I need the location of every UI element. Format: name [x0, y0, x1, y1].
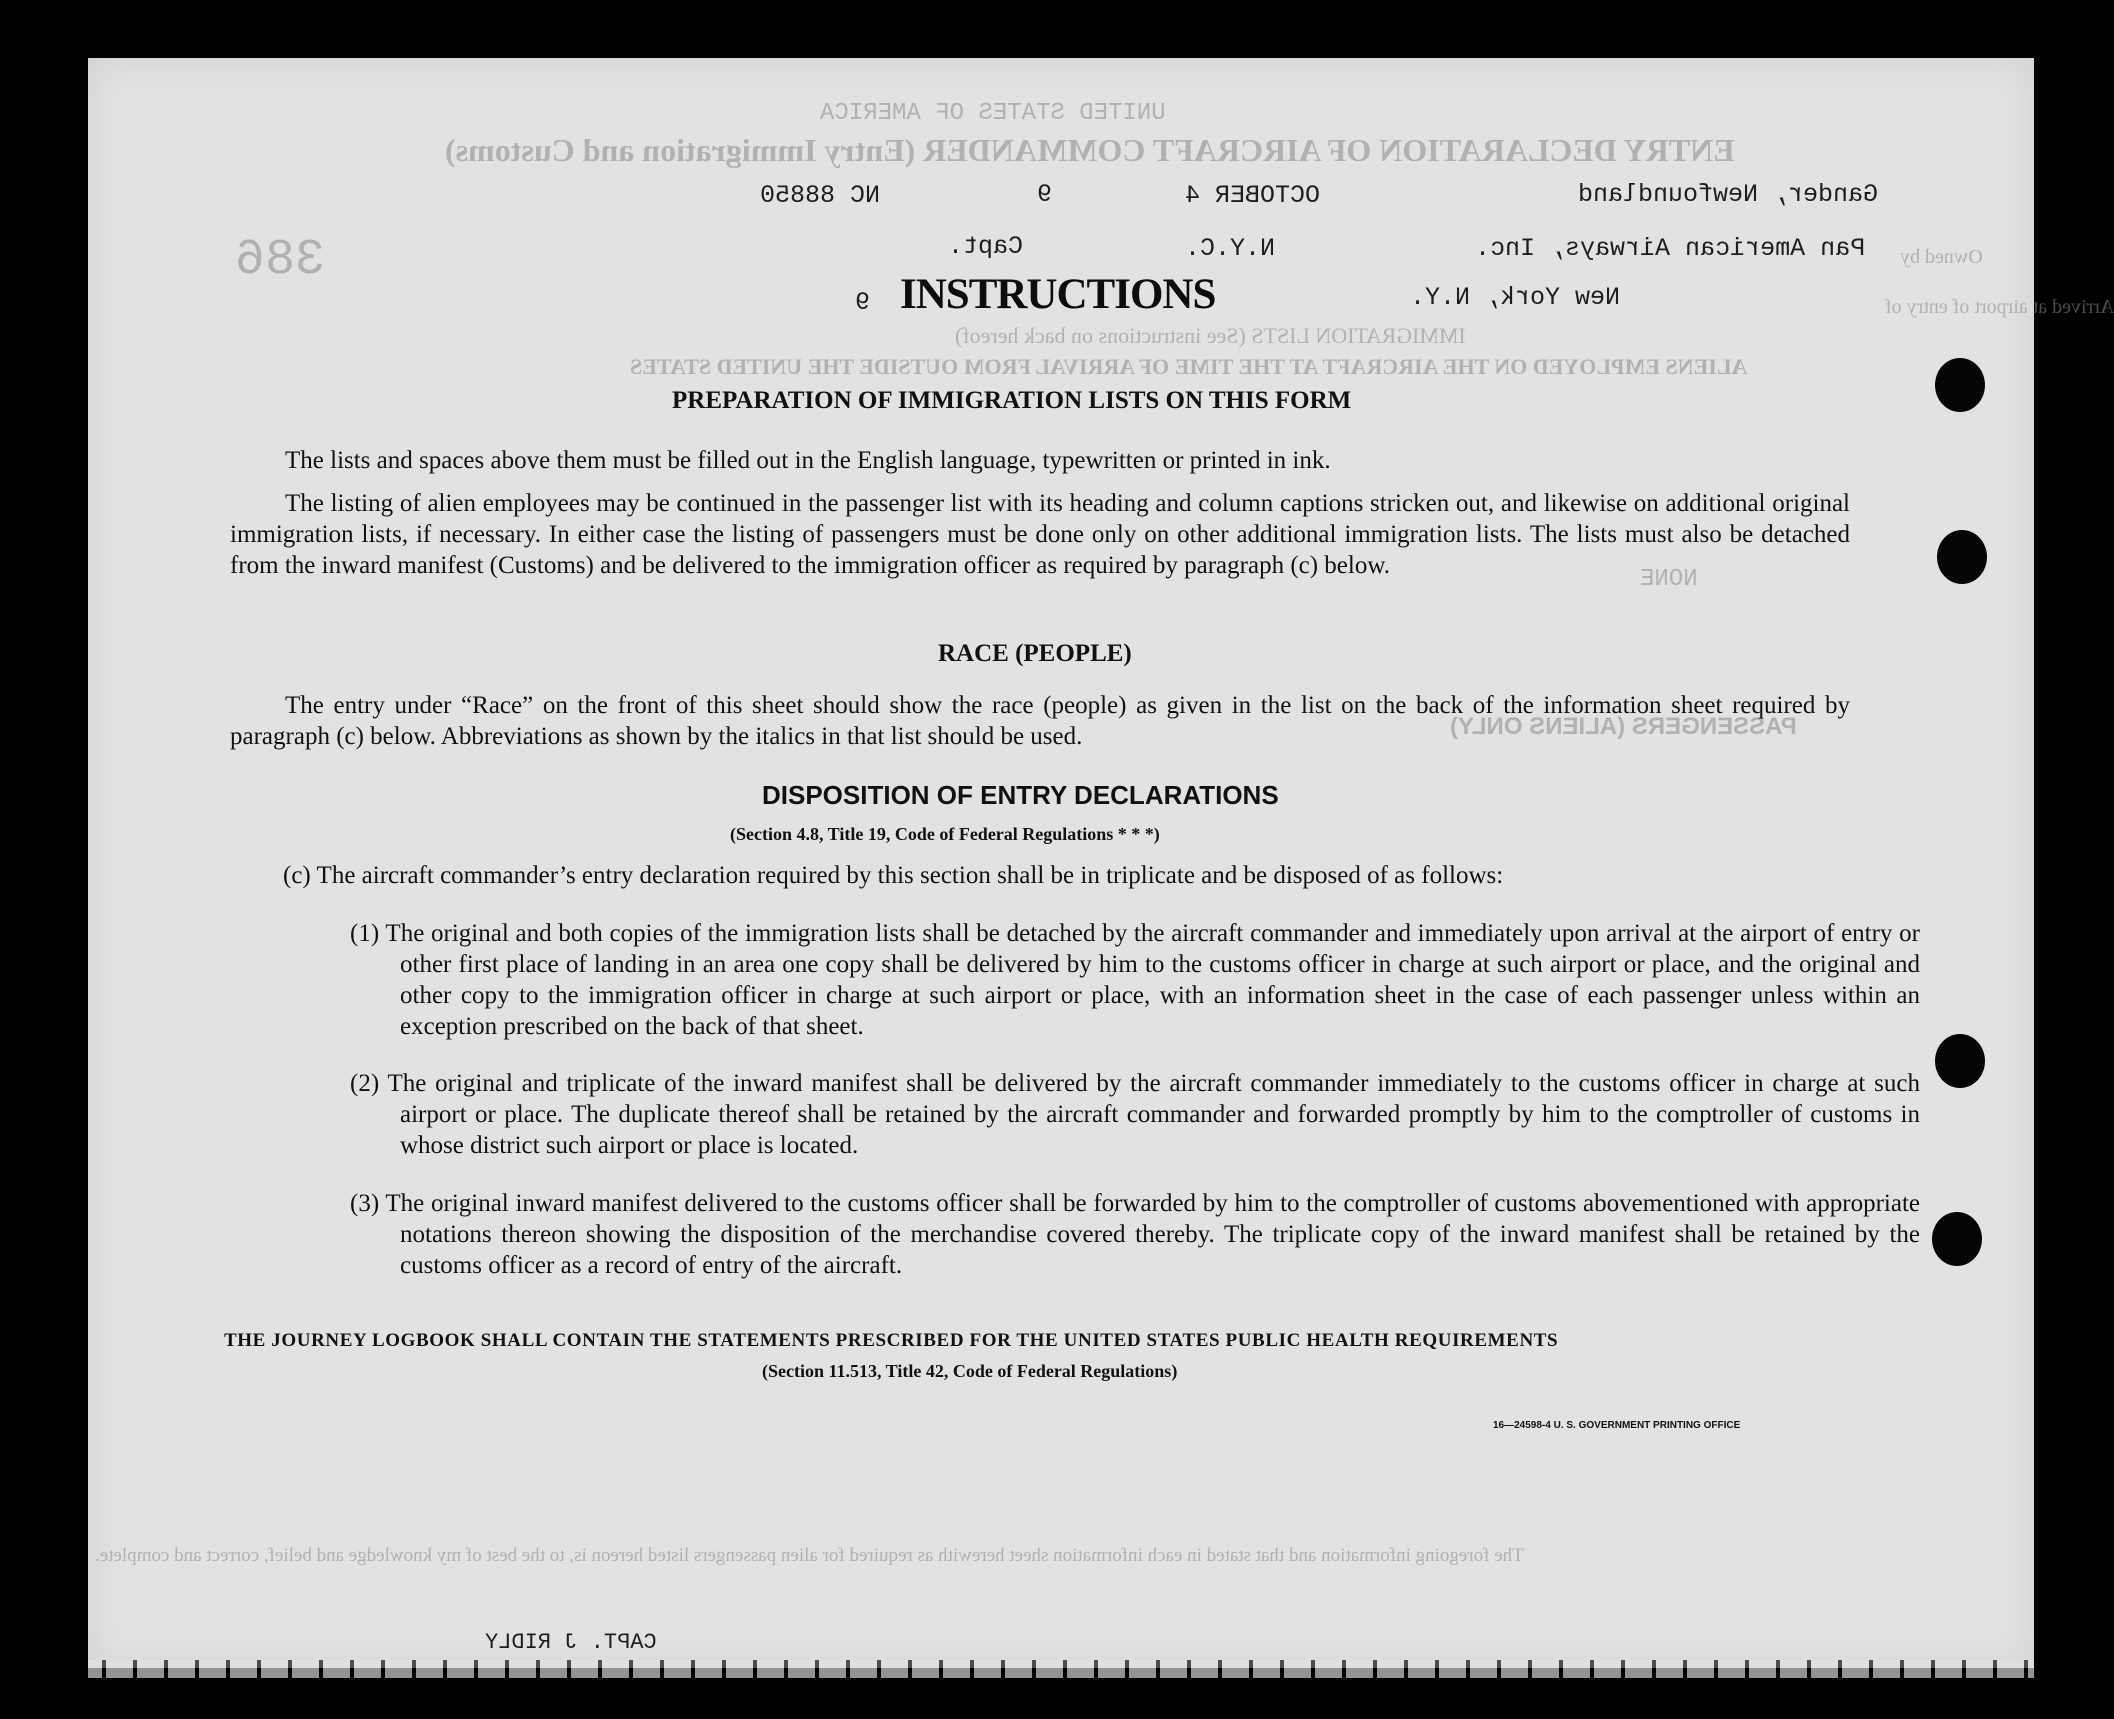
punch-hole: [1937, 530, 1987, 584]
race-para: The entry under “Race” on the front of this sheet should show the race (people) as given in the list on the back of the information sheet required by paragraph (c) below. Abbreviations as shown by the italics in that list should be used.: [230, 692, 1850, 750]
bleed-arrived: Arrived at airport of entry of: [1885, 296, 2114, 318]
typed-operator: Pan American Airways, Inc.: [1475, 234, 1866, 263]
bleed-stamp-number: 386: [235, 232, 326, 289]
bleed-immigration-lists: IMMIGRATION LISTS (See instructions on back hereof): [955, 323, 1466, 348]
typed-rank: Capt.: [948, 232, 1024, 261]
disposition-item-3: (3) The original inward manifest delivered to the customs officer shall be forwarded by him to the comptroller of customs abovementioned with appropriate notations thereon showing the disposition of the merchandise covered thereby. The triplicate copy of the inward manifest shall be retained by the customs officer as a record of entry of the aircraft.: [350, 1190, 1920, 1279]
disposition-intro: (c) The aircraft commander’s entry declaration required by this section shall be in triplicate and be disposed of as follows:: [283, 862, 1504, 889]
preparation-para-2: The listing of alien employees may be continued in the passenger list with its heading and column captions stricken out, and likewise on additional original immigration lists, if necessary. In either case the listing of passengers must be done only on other additional immigration lists. The lists must also be detached from the inward manifest (Customs) and be delivered to the immigration officer as required by paragraph (c) below.: [230, 490, 1850, 579]
punch-hole: [1935, 358, 1985, 412]
typed-port: New York, N.Y.: [1410, 283, 1621, 312]
disposition-item-1: (1) The original and both copies of the immigration lists shall be detached by the aircraft commander and immediately upon arrival at the airport of entry or other first place of landing in an area one copy shall be delivered by him to the customs officer in charge at such airport or place, and the original and other copy to the immigration officer in charge at such airport or place, with an information sheet in the case of each passenger unless within an exception prescribed on the back of that sheet.: [350, 920, 1920, 1040]
typed-nine: 9: [855, 288, 871, 317]
typed-day: 9: [1037, 180, 1053, 209]
printer-imprint: 16—24598-4 U. S. GOVERNMENT PRINTING OFFICE: [1493, 1420, 1741, 1431]
torn-edge: [88, 1660, 2034, 1678]
preparation-heading: PREPARATION OF IMMIGRATION LISTS ON THIS FORM: [672, 387, 1352, 414]
typed-place: Gander, Newfoundland: [1578, 180, 1879, 209]
typed-number: NC 88850: [760, 181, 881, 210]
health-subheading: (Section 11.513, Title 42, Code of Federal Regulations): [762, 1361, 1178, 1381]
bleed-owned: Owned by: [1900, 246, 1983, 268]
bleed-form-header-2: ENTRY DECLARATION OF AIRCRAFT COMMANDER (Entry Immigration and Customs): [445, 132, 1735, 168]
disposition-item-2: (2) The original and triplicate of the inward manifest shall be delivered by the aircraft commander immediately to the customs officer in charge at such airport or place. The duplicate thereof shall be retained by the aircraft commander and forwarded promptly by him to the comptroller of customs in whose district such airport or place is located.: [350, 1070, 1920, 1159]
typed-city: N.Y.C.: [1185, 234, 1276, 263]
typed-date: OCTOBER 4: [1185, 181, 1321, 210]
disposition-subheading: (Section 4.8, Title 19, Code of Federal Regulations * * *): [730, 824, 1160, 844]
typed-signature: CAPT. J RIDLY: [485, 1630, 657, 1655]
bleed-attestation: The foregoing information and that stated in each information sheet herewith as required for alien passengers listed hereon is, to the best of my knowledge and belief, correct and complete.: [95, 1545, 1524, 1566]
punch-hole: [1932, 1212, 1982, 1266]
bleed-form-header-1: UNITED STATES OF AMERICA: [820, 100, 1166, 127]
punch-hole: [1935, 1034, 1985, 1088]
preparation-para-1: The lists and spaces above them must be filled out in the English language, typewritten or printed in ink.: [285, 447, 1331, 474]
disposition-heading: DISPOSITION OF ENTRY DECLARATIONS: [762, 780, 1279, 810]
bleed-passengers: PASSENGERS (ALIENS ONLY): [1450, 713, 1797, 740]
bleed-none: NONE: [1640, 566, 1698, 593]
health-heading: THE JOURNEY LOGBOOK SHALL CONTAIN THE STATEMENTS PRESCRIBED FOR THE UNITED STATES PUBLIC HEALTH REQUIREMENTS: [224, 1330, 1559, 1351]
bleed-aliens-employed: ALIENS EMPLOYED ON THE AIRCRAFT AT THE TIME OF ARRIVAL FROM OUTSIDE THE UNITED STATES: [630, 354, 1748, 379]
page-title: INSTRUCTIONS: [900, 271, 1216, 318]
race-heading: RACE (PEOPLE): [938, 640, 1132, 667]
